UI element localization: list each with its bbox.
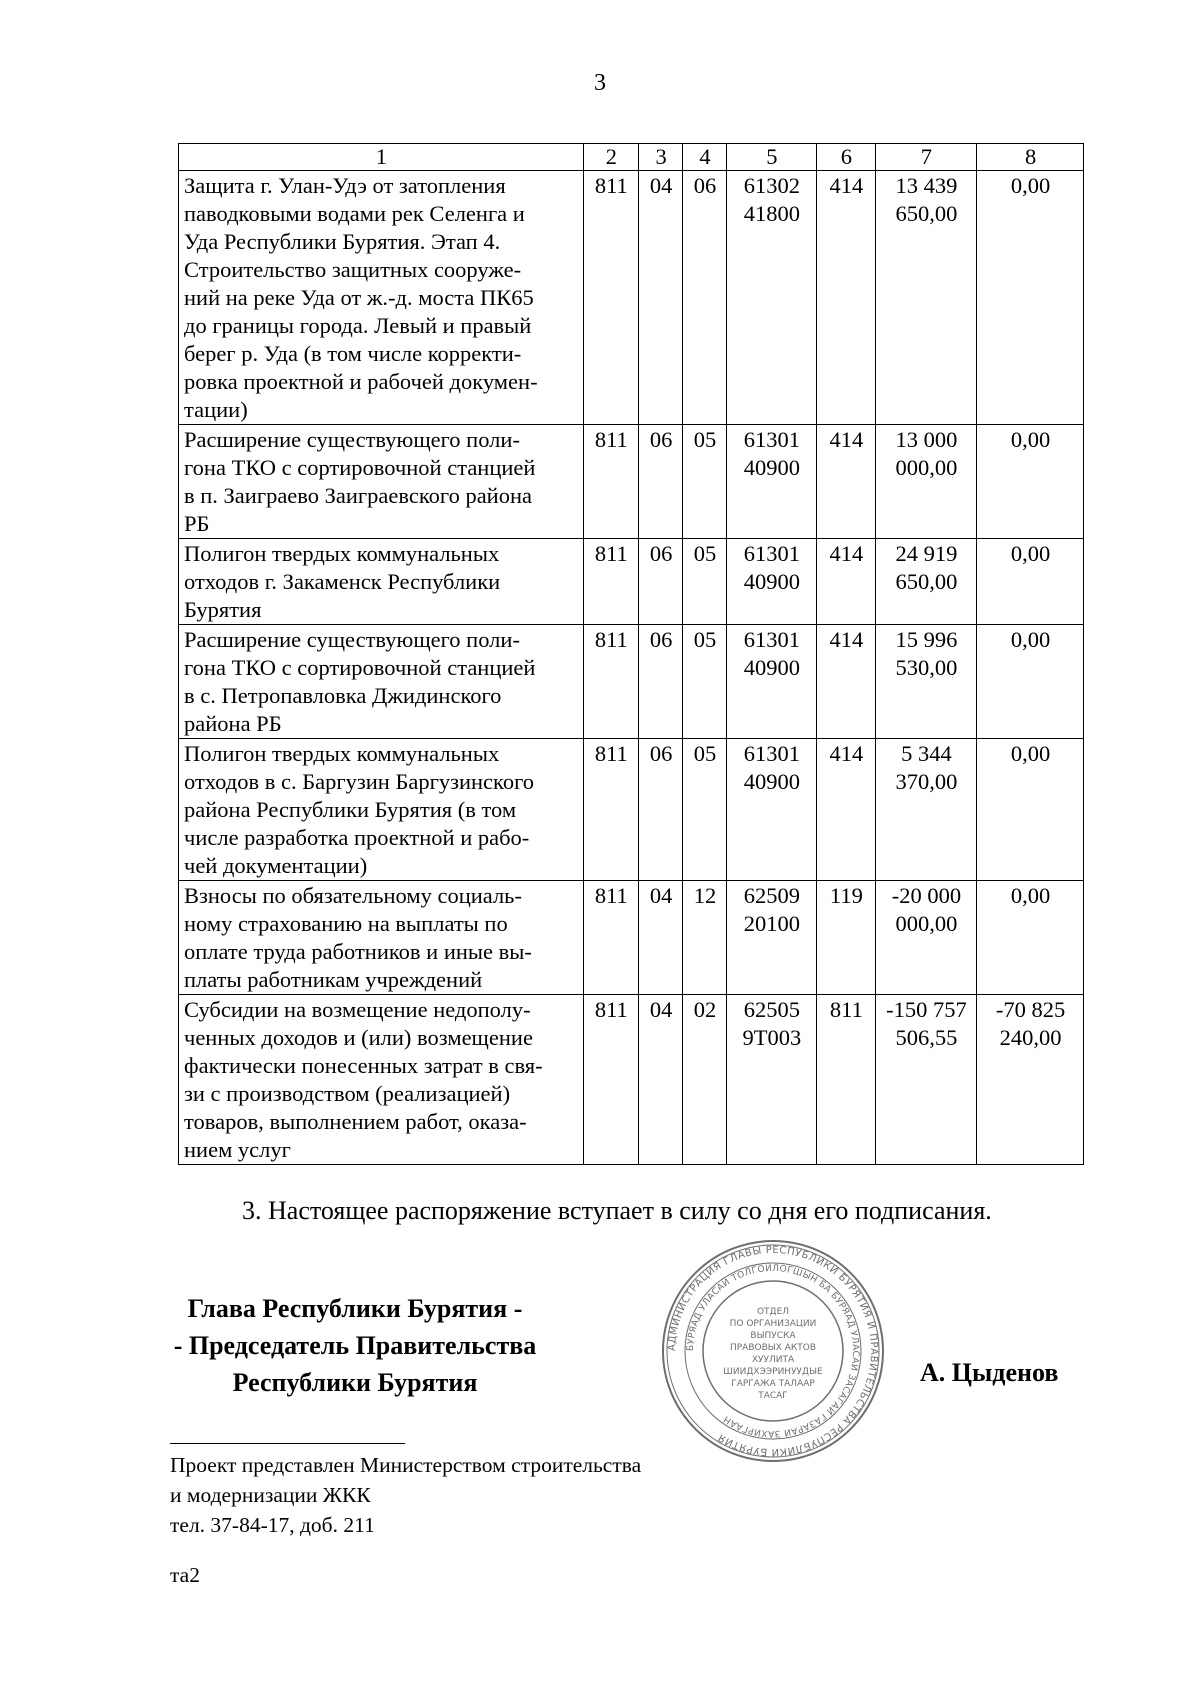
- item-description-line: Взносы по обязательному социаль-: [184, 883, 522, 908]
- stamp-center-line: ХУУЛИТА: [751, 1355, 795, 1365]
- table-row: [179, 881, 1084, 995]
- code-col-4: [683, 425, 726, 539]
- table-row: [179, 995, 1084, 1165]
- amount-col-8-line: 0,00: [1010, 627, 1051, 652]
- amount-col-7-line: 506,55: [895, 1025, 958, 1050]
- code-col-3-line: 06: [649, 427, 673, 452]
- code-col-2: [583, 881, 638, 995]
- code-col-6: [817, 171, 875, 425]
- code-col-3-line: 06: [649, 627, 673, 652]
- code-col-2: [583, 171, 638, 425]
- code-col-5-line: 9Т003: [742, 1025, 802, 1050]
- stamp-center-line: ВЫПУСКА: [750, 1331, 796, 1341]
- table-row: [179, 625, 1084, 739]
- amount-col-8: [977, 881, 1084, 995]
- amount-col-8: [977, 995, 1084, 1165]
- item-description-line: гона ТКО с сортировочной станцией: [184, 655, 536, 680]
- code-col-5-line: 40900: [743, 769, 801, 794]
- item-description-line: Расширение существующего поли-: [184, 427, 520, 452]
- header-cell-8: 8: [977, 144, 1084, 171]
- item-description-line: оплате труда работников и иные вы-: [184, 939, 532, 964]
- header-cell-2: 2: [583, 144, 638, 171]
- code-col-4-line: 05: [693, 541, 717, 566]
- amount-col-8: [977, 539, 1084, 625]
- code-col-4: [683, 995, 726, 1165]
- code-col-3: [639, 995, 683, 1165]
- signatory-title-line: Республики Бурятия: [232, 1368, 478, 1397]
- item-description-line: ченных доходов и (или) возмещение: [184, 1025, 533, 1050]
- amount-col-8-line: 0,00: [1010, 741, 1051, 766]
- footnote: [170, 1450, 641, 1540]
- item-description-line: паводковыми водами рек Селенга и: [184, 201, 525, 226]
- item-description-line: тации): [184, 397, 248, 422]
- amount-col-8: [977, 171, 1084, 425]
- code-col-2-line: 811: [594, 427, 628, 452]
- code-col-5: [726, 425, 817, 539]
- stamp-center-line: ШИИДХЭЭРИНУУДЫЕ: [723, 1367, 823, 1377]
- header-cell-1: 1: [179, 144, 584, 171]
- code-col-3: [639, 171, 683, 425]
- code-col-6-line: 414: [829, 173, 864, 198]
- code-col-5-line: 20100: [743, 911, 801, 936]
- amount-col-8-line: 240,00: [999, 1025, 1062, 1050]
- amount-col-7-line: 000,00: [895, 455, 958, 480]
- stamp-center-line: ТАСАГ: [758, 1391, 788, 1401]
- code-col-5-line: 61301: [743, 427, 801, 452]
- signatory-title: [150, 1290, 560, 1401]
- item-description-line: ний на реке Уда от ж.-д. моста ПК65: [184, 285, 534, 310]
- code-col-6: [817, 425, 875, 539]
- item-description-line: товаров, выполнением работ, оказа-: [184, 1109, 527, 1134]
- code-col-2: [583, 625, 638, 739]
- item-description-line: Полигон твердых коммунальных: [184, 741, 500, 766]
- code-col-2-line: 811: [594, 173, 628, 198]
- page-number: 3: [594, 70, 606, 96]
- amount-col-7-line: 370,00: [895, 769, 958, 794]
- item-description-line: Расширение существующего поли-: [184, 627, 520, 652]
- amount-col-8: [977, 739, 1084, 881]
- amount-col-7-line: 5 344: [901, 741, 952, 766]
- header-cell-6: 6: [817, 144, 875, 171]
- code-col-5-line: 40900: [743, 455, 801, 480]
- signatory-name: А. Цыденов: [920, 1358, 1059, 1387]
- item-description: [179, 995, 584, 1165]
- code-col-6-line: 414: [829, 627, 864, 652]
- code-col-3-line: 04: [649, 173, 673, 198]
- amount-col-7-line: 13 000: [895, 427, 958, 452]
- item-description-line: отходов г. Закаменск Республики: [184, 569, 501, 594]
- signatory-title-line: - Председатель Правительства: [173, 1331, 537, 1360]
- signatory-title-line: Глава Республики Бурятия -: [187, 1294, 523, 1323]
- code-col-6-line: 119: [829, 883, 863, 908]
- code-col-2-line: 811: [594, 541, 628, 566]
- code-col-2-line: 811: [594, 627, 628, 652]
- amount-col-7-line: 13 439: [895, 173, 958, 198]
- code-col-5: [726, 739, 817, 881]
- item-description-line: Уда Республики Бурятия. Этап 4.: [184, 229, 501, 254]
- amount-col-8: [977, 625, 1084, 739]
- item-description-line: чей документации): [184, 853, 368, 878]
- code-col-4-line: 05: [693, 427, 717, 452]
- code-col-5-line: 62505: [743, 997, 801, 1022]
- stamp-inner-text: БУРЯАД УЛАСАЙ ТОЛГОЙЛОГШЫН БА БУРЯАД УЛАСАЙ ЗАСАГАЙ ГАЗАРАЙ ЗАХИРГААН: [685, 1263, 861, 1439]
- code-col-6-line: 414: [829, 741, 864, 766]
- item-description-line: платы работникам учреждений: [184, 967, 483, 992]
- code-col-5-line: 41800: [743, 201, 801, 226]
- budget-table: [178, 143, 1084, 1165]
- amount-col-7-line: 530,00: [895, 655, 958, 680]
- code-col-3: [639, 425, 683, 539]
- item-description-line: в с. Петропавловка Джидинского: [184, 683, 502, 708]
- stamp-center-line: ПО ОРГАНИЗАЦИИ: [729, 1319, 817, 1329]
- table-row: [179, 171, 1084, 425]
- code-col-2: [583, 995, 638, 1165]
- code-col-5: [726, 995, 817, 1165]
- code-col-4-line: 05: [693, 741, 717, 766]
- code-col-5: [726, 539, 817, 625]
- amount-col-7: [875, 739, 977, 881]
- official-seal-stamp: [660, 1238, 886, 1464]
- item-description-line: Бурятия: [184, 597, 262, 622]
- code-col-2: [583, 739, 638, 881]
- item-description-line: нием услуг: [184, 1137, 291, 1162]
- amount-col-7-line: 24 919: [895, 541, 958, 566]
- item-description: [179, 881, 584, 995]
- code-col-5-line: 61301: [743, 627, 801, 652]
- item-description-line: берег р. Уда (в том числе корректи-: [184, 341, 522, 366]
- code-col-6: [817, 625, 875, 739]
- code-col-5: [726, 625, 817, 739]
- code-col-3-line: 04: [649, 997, 673, 1022]
- code-col-4-line: 05: [693, 627, 717, 652]
- table-row: [179, 425, 1084, 539]
- amount-col-7-line: 650,00: [895, 569, 958, 594]
- code-col-4-line: 02: [693, 997, 717, 1022]
- amount-col-7: [875, 881, 977, 995]
- code-col-3-line: 06: [649, 741, 673, 766]
- item-description-line: фактически понесенных затрат в свя-: [184, 1053, 543, 1078]
- code-col-5-line: 62509: [743, 883, 801, 908]
- code-col-6: [817, 739, 875, 881]
- item-description-line: до границы города. Левый и правый: [184, 313, 532, 338]
- amount-col-8-line: 0,00: [1010, 883, 1051, 908]
- code-col-5: [726, 881, 817, 995]
- code-col-4: [683, 625, 726, 739]
- item-description-line: ному страхованию на выплаты по: [184, 911, 508, 936]
- item-description: [179, 625, 584, 739]
- item-description-line: отходов в с. Баргузин Баргузинского: [184, 769, 534, 794]
- code-col-6-line: 414: [829, 541, 864, 566]
- item-description-line: числе разработка проектной и рабо-: [184, 825, 530, 850]
- item-description-line: ровка проектной и рабочей докумен-: [184, 369, 538, 394]
- document-code: та2: [170, 1563, 200, 1587]
- code-col-5-line: 61301: [743, 541, 801, 566]
- code-col-3: [639, 881, 683, 995]
- amount-col-8: [977, 425, 1084, 539]
- amount-col-8-line: 0,00: [1010, 173, 1051, 198]
- stamp-center-line: ПРАВОВЫХ АКТОВ: [729, 1343, 817, 1353]
- code-col-3-line: 04: [649, 883, 673, 908]
- item-description-line: Полигон твердых коммунальных: [184, 541, 500, 566]
- code-col-4: [683, 539, 726, 625]
- code-col-5-line: 40900: [743, 569, 801, 594]
- code-col-5-line: 61301: [743, 741, 801, 766]
- amount-col-8-line: -70 825: [995, 997, 1066, 1022]
- stamp-outer-text: АДМИНИСТРАЦИЯ ГЛАВЫ РЕСПУБЛИКИ БУРЯТИЯ И ПРАВИТЕЛЬСТВА РЕСПУБЛИКИ БУРЯТИЯ: [666, 1244, 880, 1458]
- code-col-5-line: 61302: [743, 173, 801, 198]
- paragraph-3: 3. Настоящее распоряжение вступает в силу со дня его подписания.: [242, 1196, 992, 1225]
- code-col-2: [583, 539, 638, 625]
- table-row: [179, 539, 1084, 625]
- stamp-center-line: ГАРГАЖА ТАЛААР: [731, 1379, 815, 1389]
- header-cell-7: 7: [875, 144, 977, 171]
- amount-col-7: [875, 539, 977, 625]
- table-header-row: [179, 144, 1084, 171]
- amount-col-7-line: 000,00: [895, 911, 958, 936]
- item-description: [179, 425, 584, 539]
- code-col-3: [639, 539, 683, 625]
- amount-col-8-line: 0,00: [1010, 427, 1051, 452]
- item-description-line: Строительство защитных сооруже-: [184, 257, 522, 282]
- amount-col-7: [875, 171, 977, 425]
- amount-col-7-line: 650,00: [895, 201, 958, 226]
- item-description-line: зи с производством (реализацией): [184, 1081, 511, 1106]
- stamp-center-line: ОТДЕЛ: [756, 1307, 790, 1317]
- item-description: [179, 171, 584, 425]
- item-description-line: РБ: [184, 511, 210, 536]
- item-description-line: района РБ: [184, 711, 282, 736]
- code-col-4-line: 06: [693, 173, 717, 198]
- header-cell-3: 3: [639, 144, 683, 171]
- footnote-line: тел. 37-84-17, доб. 211: [170, 1513, 375, 1537]
- code-col-4: [683, 739, 726, 881]
- code-col-3: [639, 739, 683, 881]
- item-description-line: Субсидии на возмещение недополу-: [184, 997, 531, 1022]
- item-description: [179, 539, 584, 625]
- code-col-6: [817, 995, 875, 1165]
- item-description-line: района Республики Бурятия (в том: [184, 797, 517, 822]
- table-row: [179, 739, 1084, 881]
- code-col-4-line: 12: [693, 883, 717, 908]
- amount-col-8-line: 0,00: [1010, 541, 1051, 566]
- item-description: [179, 739, 584, 881]
- code-col-6-line: 811: [829, 997, 863, 1022]
- code-col-5: [726, 171, 817, 425]
- footnote-divider: [170, 1443, 405, 1444]
- item-description-line: Защита г. Улан-Удэ от затопления: [184, 173, 506, 198]
- header-cell-4: 4: [683, 144, 726, 171]
- code-col-4: [683, 881, 726, 995]
- footnote-line: и модернизации ЖКК: [170, 1483, 371, 1507]
- code-col-3-line: 06: [649, 541, 673, 566]
- footnote-line: Проект представлен Министерством строительства: [170, 1453, 642, 1477]
- header-cell-5: 5: [726, 144, 817, 171]
- amount-col-7-line: -20 000: [891, 883, 962, 908]
- code-col-2-line: 811: [594, 883, 628, 908]
- code-col-2-line: 811: [594, 741, 628, 766]
- code-col-5-line: 40900: [743, 655, 801, 680]
- amount-col-7: [875, 625, 977, 739]
- item-description-line: гона ТКО с сортировочной станцией: [184, 455, 536, 480]
- code-col-6-line: 414: [829, 427, 864, 452]
- item-description-line: в п. Заиграево Заиграевского района: [184, 483, 533, 508]
- code-col-2: [583, 425, 638, 539]
- code-col-4: [683, 171, 726, 425]
- amount-col-7: [875, 995, 977, 1165]
- code-col-6: [817, 881, 875, 995]
- amount-col-7-line: -150 757: [886, 997, 967, 1022]
- amount-col-7: [875, 425, 977, 539]
- code-col-3: [639, 625, 683, 739]
- code-col-6: [817, 539, 875, 625]
- amount-col-7-line: 15 996: [895, 627, 958, 652]
- code-col-2-line: 811: [594, 997, 628, 1022]
